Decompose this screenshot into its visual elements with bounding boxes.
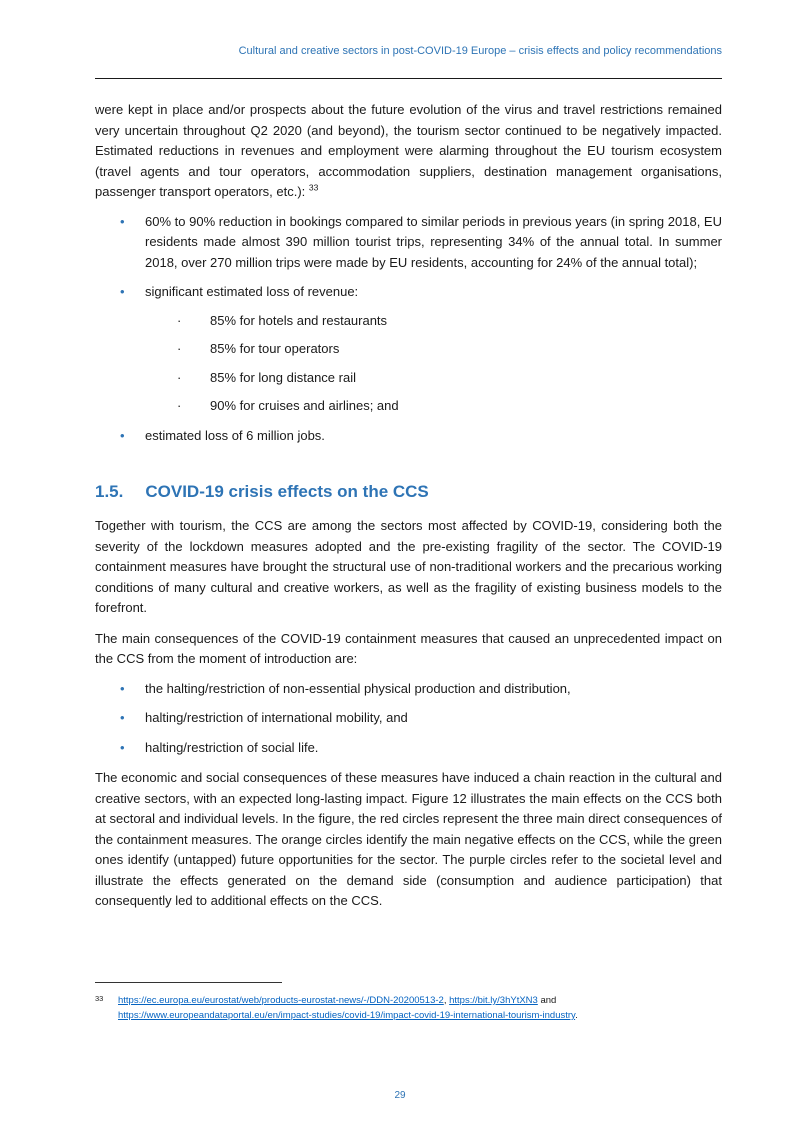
sub-list-item xyxy=(95,368,722,389)
list-item xyxy=(95,679,722,700)
footnote-sep: and xyxy=(537,995,557,1006)
header-rule xyxy=(95,78,722,79)
footnote-ref: 33 xyxy=(308,182,319,193)
sub-list-item xyxy=(95,339,722,360)
footnote-period: . xyxy=(575,1010,578,1021)
bullet-icon: • xyxy=(120,739,125,755)
bullet-icon: • xyxy=(120,213,125,229)
list-item xyxy=(95,738,722,759)
paragraph: The main consequences of the COVID-19 containment measures that caused an unprecedented impact on the CCS from the moment of introduction are: xyxy=(95,630,722,666)
middot-icon: · xyxy=(177,341,182,356)
middot-icon: · xyxy=(177,369,182,385)
bullet-list xyxy=(95,212,722,447)
section-heading xyxy=(95,480,722,504)
footnote-marker: 33 xyxy=(95,994,104,1003)
sub-list-item xyxy=(95,311,722,332)
footnote-text xyxy=(118,993,722,1023)
paragraph xyxy=(95,100,722,203)
bullet-text: estimated loss of 6 million jobs. xyxy=(145,427,325,443)
bullet-icon: • xyxy=(120,710,125,725)
paragraph: The economic and social consequences of these measures have induced a chain reaction in the cultural and creative sectors, with an expected long-lasting impact. Figure 12 illustrates the main effects on the CCS both at sectoral and individual levels. In the figure, the red circles represent the three main direct consequences of the containment measures. The orange circles identify the main negative effects on the CCS, while the green ones identify (untapped) future opportunities for the sector. The purple circles refer to the societal level and illustrate the effects generated on the demand side (consumption and audience participation) that consequently led to additional effects on the CCS. xyxy=(95,770,722,908)
list-item xyxy=(95,212,722,274)
sub-bullet-text: 85% for hotels and restaurants xyxy=(210,312,388,328)
bullet-icon: • xyxy=(120,284,125,299)
list-item xyxy=(95,708,722,729)
bullet-text: 60% to 90% reduction in bookings compared to similar periods in previous years (in spring 2018, EU residents made almost 390 million tourist trips, representing 34% of the annual total. In summer 2018, over 270 million trips were made by EU residents, accounting for 24% of the annual total); xyxy=(145,213,722,270)
page-number: 29 xyxy=(394,1090,406,1101)
middot-icon: · xyxy=(177,398,182,413)
footnote-link[interactable]: https://www.europeandataportal.eu/en/impact-studies/covid-19/impact-covid-19-international-tourism-industry xyxy=(118,1010,576,1021)
sub-bullet-text: 85% for long distance rail xyxy=(210,369,356,385)
bullet-icon: • xyxy=(120,680,125,696)
paragraph-text: were kept in place and/or prospects about the future evolution of the virus and travel restrictions remained very uncertain throughout Q2 2020 (and beyond), the tourism sector continued to be negatively impacted. Estimated reductions in revenues and employment were alarming throughout the EU tourism ecosystem (travel agents and tour operators, accommodation suppliers, destination management organisations, passenger transport operators, etc.): xyxy=(95,102,722,199)
heading-number: 1.5. xyxy=(95,482,124,501)
sub-bullet-text: 90% for cruises and airlines; and xyxy=(210,398,399,413)
bullet-list xyxy=(95,679,722,759)
list-item xyxy=(95,282,722,303)
footnote-area xyxy=(95,982,722,1023)
bullet-text: halting/restriction of social life. xyxy=(145,739,319,755)
sub-list-item xyxy=(95,396,722,417)
page-content xyxy=(95,44,722,912)
footnote-line xyxy=(118,1008,722,1023)
paragraph: Together with tourism, the CCS are among the sectors most affected by COVID-19, considering both the severity of the lockdown measures adopted and the pre-existing fragility of the sector. The COVID-19 containment measures have brought the structural use of non-traditional workers and the precarious working conditions of many cultural and creative workers, as well as the fragility of existing business models to the forefront. xyxy=(95,518,722,615)
middot-icon: · xyxy=(177,312,182,328)
bullet-text: halting/restriction of international mobility, and xyxy=(145,710,408,725)
footnote xyxy=(95,993,722,1023)
footnote-separator xyxy=(95,982,282,983)
footnote-link[interactable]: https://bit.ly/3hYtXN3 xyxy=(449,995,538,1006)
bullet-icon: • xyxy=(120,427,125,443)
running-header-title: Cultural and creative sectors in post-COVID-19 Europe – crisis effects and policy recommendations xyxy=(238,45,722,57)
heading-title: COVID-19 crisis effects on the CCS xyxy=(145,482,429,501)
footnote-line xyxy=(118,993,722,1008)
bullet-text: the halting/restriction of non-essential physical production and distribution, xyxy=(145,680,571,696)
list-item xyxy=(95,426,722,447)
footnote-link[interactable]: https://ec.europa.eu/eurostat/web/products-eurostat-news/-/DDN-20200513-2 xyxy=(118,995,444,1006)
footnote-sep: , xyxy=(443,995,450,1006)
sub-bullet-text: 85% for tour operators xyxy=(210,341,340,356)
bullet-text: significant estimated loss of revenue: xyxy=(145,284,359,299)
